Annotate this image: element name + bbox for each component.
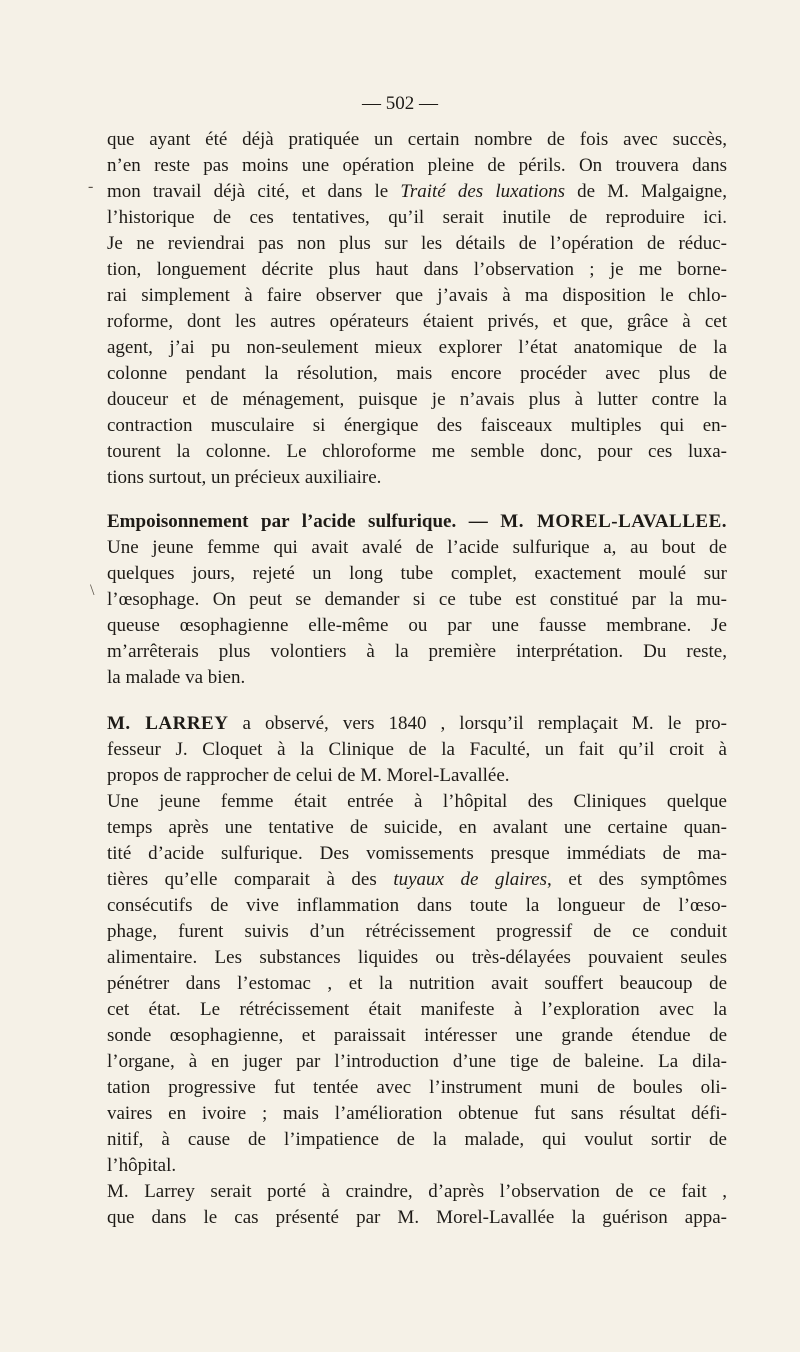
- text-line: l’hôpital.: [107, 1155, 177, 1176]
- text-line: que dans le cas présenté par M. Morel-Lavallée la guérison appa-: [107, 1207, 727, 1228]
- book-title-italic: Traité des luxations: [400, 181, 565, 202]
- italic-term: tuyaux de glaires: [393, 869, 548, 890]
- margin-dot: -: [88, 178, 94, 195]
- text-line: queuse œsophagienne elle-même ou par une fausse membrane. Je: [107, 615, 727, 636]
- page-number: — 502 —: [362, 93, 438, 114]
- text-line: tation progressive fut tentée avec l’instrument muni de boules oli-: [107, 1077, 727, 1098]
- text-line: consécutifs de vive inflammation dans toute la longueur de l’œso-: [107, 895, 727, 916]
- text-line: [107, 867, 727, 893]
- text-line: agent, j’ai pu non-seulement mieux explorer l’état anatomique de la: [107, 337, 727, 358]
- text-line: tourent la colonne. Le chloroforme me semble donc, pour ces luxa-: [107, 441, 727, 462]
- section-title: Empoisonnement par l’acide sulfurique. —: [107, 511, 501, 532]
- paragraph-continuation: [107, 127, 727, 491]
- paragraph-observation: [107, 789, 727, 1179]
- text-line: rai simplement à faire observer que j’avais à ma disposition le chlo-: [107, 285, 727, 306]
- text-line: M. Larrey serait porté à craindre, d’après l’observation de ce fait ,: [107, 1181, 727, 1202]
- text-line: tions surtout, un précieux auxiliaire.: [107, 467, 382, 488]
- text-line: sonde œsophagienne, et paraissait intéresser une grande étendue de: [107, 1025, 727, 1046]
- text-line: tion, longuement décrite plus haut dans l’observation ; je me borne-: [107, 259, 727, 280]
- section-heading: [107, 509, 727, 535]
- margin-tick: \: [90, 582, 95, 599]
- text-line: [107, 711, 727, 737]
- text-line: pénétrer dans l’estomac , et la nutrition avait souffert beaucoup de: [107, 973, 727, 994]
- paragraph-larrey: [107, 711, 727, 789]
- text-line: Une jeune femme qui avait avalé de l’acide sulfurique a, au bout de: [107, 537, 727, 558]
- text-line: que ayant été déjà pratiquée un certain nombre de fois avec succès,: [107, 129, 727, 150]
- text-line: alimentaire. Les substances liquides ou très-délayées pouvaient seules: [107, 947, 727, 968]
- text-line: l’œsophage. On peut se demander si ce tube est constitué par la mu-: [107, 589, 727, 610]
- text-line: fesseur J. Cloquet à la Clinique de la Faculté, un fait qu’il croit à: [107, 739, 727, 760]
- text-line: vaires en ivoire ; mais l’amélioration obtenue fut sans résultat défi-: [107, 1103, 727, 1124]
- text-line: douceur et de ménagement, puisque je n’avais plus à lutter contre la: [107, 389, 727, 410]
- text-line: phage, furent suivis d’un rétrécissement progressif de ce conduit: [107, 921, 727, 942]
- paragraph-case: [107, 535, 727, 691]
- text-fragment: tières qu’elle comparait à des: [107, 869, 394, 890]
- text-line: propos de rapprocher de celui de M. Morel-Lavallée.: [107, 765, 510, 786]
- text-line: la malade va bien.: [107, 667, 246, 688]
- text-line: m’arrêterais plus volontiers à la première interprétation. Du reste,: [107, 641, 727, 662]
- text-fragment: a observé, vers 1840 , lorsqu’il remplaçait M. le pro-: [228, 713, 727, 734]
- text-line: nitif, à cause de l’impatience de la malade, qui voulut sortir de: [107, 1129, 727, 1150]
- text-line: tité d’acide sulfurique. Des vomissements presque immédiats de ma-: [107, 843, 727, 864]
- page-text: [107, 127, 727, 1231]
- text-line: cet état. Le rétrécissement était manifeste à l’exploration avec la: [107, 999, 727, 1020]
- spacer: [107, 491, 727, 509]
- text-line: l’historique de ces tentatives, qu’il serait inutile de reproduire ici.: [107, 207, 727, 228]
- section-author: M. MOREL-LAVALLEE.: [500, 511, 727, 532]
- text-line: [107, 179, 727, 205]
- text-line: n’en reste pas moins une opération pleine de périls. On trouvera dans: [107, 155, 727, 176]
- text-line: contraction musculaire si énergique des faisceaux multiples qui en-: [107, 415, 727, 436]
- text-line: Une jeune femme était entrée à l’hôpital des Cliniques quelque: [107, 791, 727, 812]
- spacer: [107, 691, 727, 711]
- text-line: roforme, dont les autres opérateurs étaient privés, et que, grâce à cet: [107, 311, 727, 332]
- text-fragment: , et des symptômes: [547, 869, 727, 890]
- text-line: temps après une tentative de suicide, en avalant une certaine quan-: [107, 817, 727, 838]
- text-line: colonne pendant la résolution, mais encore procéder avec plus de: [107, 363, 727, 384]
- author-name: M. LARREY: [107, 713, 229, 734]
- paragraph-conclusion: [107, 1179, 727, 1231]
- text-line: quelques jours, rejeté un long tube complet, exactement moulé sur: [107, 563, 727, 584]
- text-line: Je ne reviendrai pas non plus sur les détails de l’opération de réduc-: [107, 233, 727, 254]
- text-fragment: mon travail déjà cité, et dans le: [107, 181, 401, 202]
- text-fragment: de M. Malgaigne,: [565, 181, 727, 202]
- text-line: l’organe, à en juger par l’introduction d’une tige de baleine. La dila-: [107, 1051, 727, 1072]
